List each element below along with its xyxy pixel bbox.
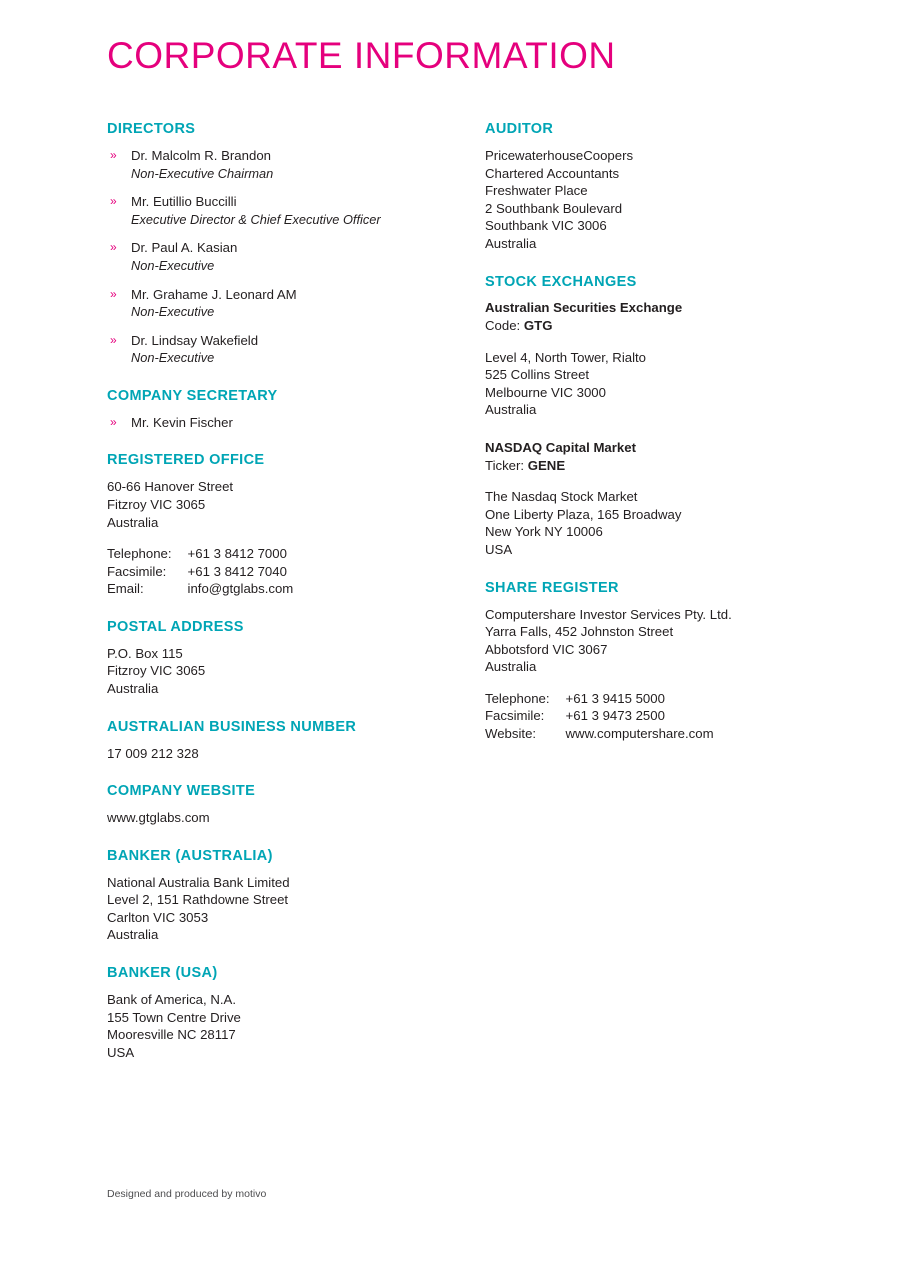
- section-registered-office: [107, 453, 467, 598]
- person-role: Executive Director & Chief Executive Officer: [131, 211, 381, 227]
- address-line: Mooresville NC 28117: [107, 1027, 236, 1043]
- address-line: Yarra Falls, 452 Johnston Street: [485, 624, 674, 640]
- asx-name: Australian Securities Exchange: [485, 300, 683, 316]
- contact-label: Facsimile:: [485, 708, 545, 724]
- nasdaq-address: [485, 488, 845, 558]
- section-company-website: [107, 784, 467, 827]
- right-column: [485, 122, 845, 743]
- postal-address-lines: [107, 645, 467, 698]
- address-line: Chartered Accountants: [485, 165, 620, 181]
- address-line: Melbourne VIC 3000: [485, 384, 606, 400]
- list-item: [107, 193, 467, 228]
- directors-list: [107, 147, 467, 367]
- asx-address: [485, 349, 845, 419]
- section-heading-postal-address: POSTAL ADDRESS: [107, 618, 244, 635]
- double-chevron-icon: »: [110, 240, 117, 255]
- section-auditor: [485, 122, 845, 253]
- abn-value-wrap: [107, 745, 467, 763]
- person-name: Mr. Eutillio Buccilli: [131, 194, 237, 210]
- table-row: [107, 545, 293, 563]
- address-line: 60-66 Hanover Street: [107, 479, 234, 495]
- section-heading-directors: DIRECTORS: [107, 121, 196, 137]
- section-banker-australia: [107, 849, 467, 944]
- address-line: Level 4, North Tower, Rialto: [485, 349, 647, 365]
- address-line: One Liberty Plaza, 165 Broadway: [485, 506, 682, 522]
- spacer: [485, 335, 845, 349]
- list-item: [107, 147, 467, 182]
- address-line: Level 2, 151 Rathdowne Street: [107, 892, 289, 908]
- double-chevron-icon: »: [110, 332, 117, 347]
- section-heading-registered-office: REGISTERED OFFICE: [107, 452, 265, 469]
- contact-value: +61 3 8412 7000: [187, 546, 287, 562]
- address-line: Australia: [485, 402, 537, 418]
- person-name: Mr. Kevin Fischer: [131, 414, 233, 430]
- double-chevron-icon: »: [110, 194, 117, 209]
- list-item: [107, 239, 467, 274]
- address-line: Freshwater Place: [485, 183, 588, 199]
- nasdaq-ticker-label: Ticker:: [485, 457, 525, 473]
- person-role: Non-Executive: [131, 350, 215, 366]
- share-register-contacts: [485, 690, 714, 743]
- address-line: The Nasdaq Stock Market: [485, 489, 638, 505]
- contact-value: +61 3 9415 5000: [565, 690, 665, 706]
- address-line: Computershare Investor Services Pty. Ltd.: [485, 606, 732, 622]
- section-heading-stock-exchanges: STOCK EXCHANGES: [485, 273, 637, 290]
- spacer: [485, 419, 845, 439]
- contact-value: +61 3 8412 7040: [187, 563, 287, 579]
- list-item: [107, 414, 467, 432]
- person-role: Non-Executive: [131, 304, 215, 320]
- section-heading-company-secretary: COMPANY SECRETARY: [107, 387, 278, 404]
- spacer: [107, 944, 467, 966]
- address-line: 155 Town Centre Drive: [107, 1009, 241, 1025]
- section-company-secretary: [107, 389, 467, 432]
- list-item: [107, 332, 467, 367]
- share-register-address: [485, 606, 845, 676]
- section-heading-company-website: COMPANY WEBSITE: [107, 783, 256, 800]
- address-line: Bank of America, N.A.: [107, 991, 236, 1007]
- nasdaq-ticker-row: [485, 457, 845, 475]
- address-line: Australia: [107, 514, 159, 530]
- contact-label: Email:: [107, 581, 144, 597]
- left-column: [107, 122, 467, 1061]
- spacer: [107, 598, 467, 620]
- nasdaq-name: NASDAQ Capital Market: [485, 440, 636, 455]
- contact-label: Website:: [485, 726, 537, 742]
- contact-value: info@gtglabs.com: [187, 581, 294, 597]
- address-line: USA: [107, 1044, 135, 1060]
- section-abn: [107, 720, 467, 763]
- asx-code-label: Code:: [485, 318, 521, 334]
- section-share-register: [485, 581, 845, 743]
- address-line: 2 Southbank Boulevard: [485, 200, 623, 216]
- table-row: [485, 690, 714, 708]
- address-line: National Australia Bank Limited: [107, 874, 290, 890]
- page-title: CORPORATE INFORMATION: [107, 35, 616, 76]
- person-role: Non-Executive Chairman: [131, 165, 274, 181]
- address-line: PricewaterhouseCoopers: [485, 147, 634, 163]
- spacer: [107, 431, 467, 453]
- spacer: [485, 253, 845, 275]
- spacer: [485, 676, 845, 690]
- section-heading-share-register: SHARE REGISTER: [485, 579, 619, 596]
- table-row: [485, 707, 714, 725]
- double-chevron-icon: »: [110, 147, 117, 162]
- spacer: [107, 827, 467, 849]
- spacer: [485, 559, 845, 581]
- spacer: [107, 698, 467, 720]
- person-name: Dr. Malcolm R. Brandon: [131, 147, 271, 163]
- address-line: 525 Collins Street: [485, 367, 590, 383]
- spacer: [107, 762, 467, 784]
- section-heading-auditor: AUDITOR: [485, 121, 554, 137]
- list-item: [107, 286, 467, 321]
- company-secretary-list: [107, 414, 467, 432]
- address-line: Abbotsford VIC 3067: [485, 641, 608, 657]
- contact-value: +61 3 9473 2500: [565, 708, 665, 724]
- person-name: Dr. Lindsay Wakefield: [131, 332, 259, 348]
- section-heading-banker-usa: BANKER (USA): [107, 965, 218, 981]
- section-postal-address: [107, 620, 467, 698]
- asx-code-value: GTG: [523, 318, 553, 334]
- registered-office-address: [107, 478, 467, 531]
- person-name: Dr. Paul A. Kasian: [131, 240, 238, 256]
- address-line: P.O. Box 115: [107, 645, 183, 661]
- address-line: Australia: [485, 235, 537, 251]
- company-website-wrap: [107, 809, 467, 827]
- contact-label: Facsimile:: [107, 563, 167, 579]
- company-website-value[interactable]: www.gtglabs.com: [107, 810, 210, 826]
- person-role: Non-Executive: [131, 257, 215, 273]
- address-line: Fitzroy VIC 3065: [107, 663, 206, 679]
- table-row: [107, 563, 293, 581]
- double-chevron-icon: »: [110, 414, 117, 429]
- section-directors: [107, 122, 467, 367]
- person-name: Mr. Grahame J. Leonard AM: [131, 286, 297, 302]
- section-heading-abn: AUSTRALIAN BUSINESS NUMBER: [107, 718, 357, 735]
- spacer: [107, 367, 467, 389]
- address-line: Australia: [107, 681, 159, 697]
- registered-office-contacts: [107, 545, 293, 598]
- banker-usa-address: [107, 991, 467, 1061]
- address-line: Fitzroy VIC 3065: [107, 496, 206, 512]
- contact-label: Telephone:: [485, 690, 550, 706]
- contact-value[interactable]: www.computershare.com: [565, 726, 714, 742]
- nasdaq-ticker-value: GENE: [527, 457, 566, 473]
- asx-code-row: [485, 317, 845, 335]
- contact-label: Telephone:: [107, 546, 172, 562]
- section-heading-banker-australia: BANKER (AUSTRALIA): [107, 847, 273, 864]
- abn-value: 17 009 212 328: [107, 745, 199, 761]
- address-line: New York NY 10006: [485, 524, 603, 540]
- address-line: Australia: [485, 659, 537, 675]
- address-line: Carlton VIC 3053: [107, 909, 209, 925]
- designed-by-credit: Designed and produced by motivo: [107, 1188, 267, 1200]
- address-line: USA: [485, 541, 513, 557]
- table-row: [485, 725, 714, 743]
- address-line: Australia: [107, 927, 159, 943]
- address-line: Southbank VIC 3006: [485, 218, 607, 234]
- double-chevron-icon: »: [110, 286, 117, 301]
- banker-australia-address: [107, 874, 467, 944]
- section-stock-exchanges: [485, 275, 845, 559]
- spacer: [485, 474, 845, 488]
- table-row: [107, 580, 293, 598]
- auditor-address: [485, 147, 845, 253]
- section-banker-usa: [107, 966, 467, 1061]
- spacer: [107, 531, 467, 545]
